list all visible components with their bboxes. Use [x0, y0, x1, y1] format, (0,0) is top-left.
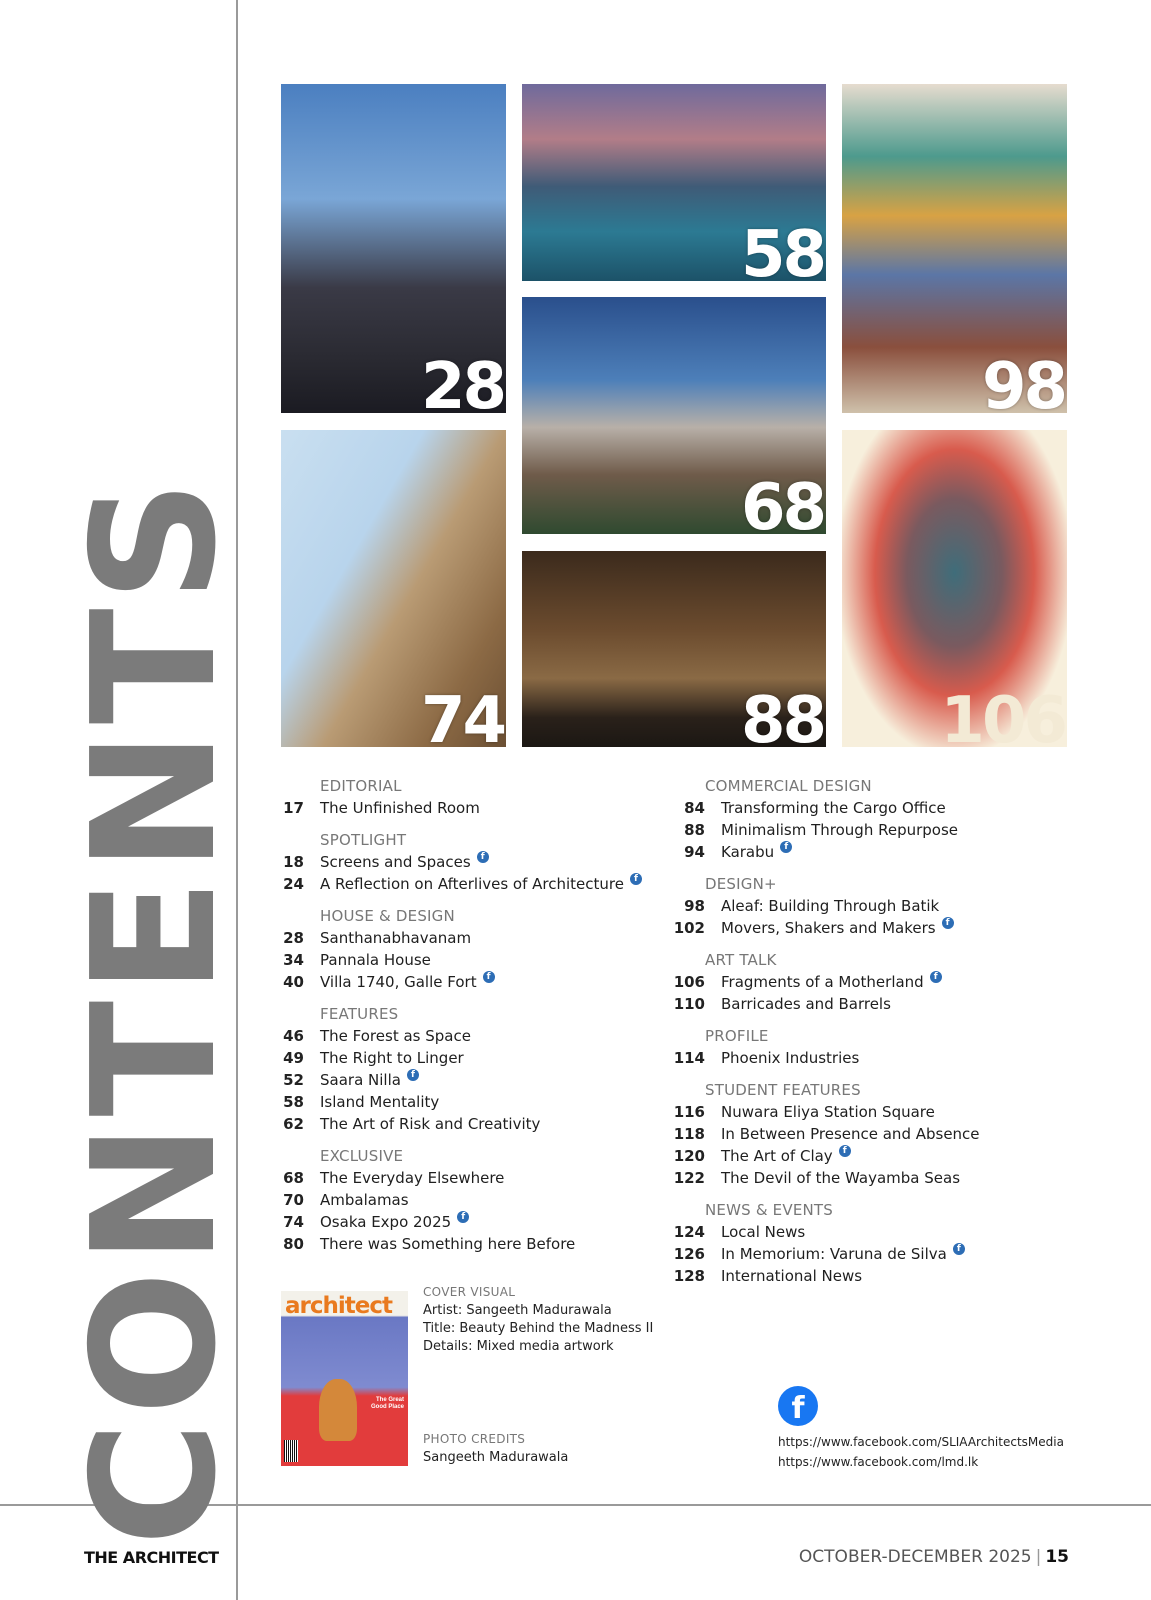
photo-cargo-office[interactable]: [522, 551, 826, 747]
section-heading: PROFILE: [705, 1027, 769, 1045]
toc-entry[interactable]: [280, 873, 660, 895]
toc-entry[interactable]: [665, 895, 1085, 917]
toc-entry[interactable]: [280, 927, 660, 949]
facebook-icon[interactable]: f: [477, 851, 489, 863]
section-heading: EDITORIAL: [320, 777, 402, 795]
toc-entry[interactable]: [665, 1145, 1085, 1167]
facebook-icon[interactable]: f: [930, 971, 942, 983]
section-heading: NEWS & EVENTS: [705, 1201, 834, 1219]
entry-title: Aleaf: Building Through Batik: [721, 897, 940, 915]
facebook-icon[interactable]: f: [483, 971, 495, 983]
toc-entry[interactable]: [665, 1123, 1085, 1145]
toc-entry[interactable]: [280, 797, 660, 819]
entry-title: There was Something here Before: [320, 1235, 576, 1253]
section-heading: COMMERCIAL DESIGN: [705, 777, 872, 795]
toc-entry[interactable]: [280, 1091, 660, 1113]
toc-entry[interactable]: [665, 797, 1085, 819]
footer-magazine-name: THE ARCHITECT: [84, 1548, 219, 1567]
toc-left-column: [280, 776, 660, 1255]
cover-title: Title: Beauty Behind the Madness II: [423, 1321, 654, 1336]
entry-page-number: 126: [673, 1245, 705, 1263]
toc-section: [665, 1200, 1085, 1287]
toc-entry[interactable]: [280, 1189, 660, 1211]
toc-section: [280, 776, 660, 819]
toc-entry[interactable]: [665, 917, 1085, 939]
section-gap: [280, 1135, 660, 1146]
cover-details: Details: Mixed media artwork: [423, 1339, 614, 1354]
cover-visual-label: COVER VISUAL: [423, 1285, 516, 1299]
section-heading: STUDENT FEATURES: [705, 1081, 861, 1099]
entry-page-number: 58: [283, 1093, 304, 1111]
entry-page-number: 110: [673, 995, 705, 1013]
photo-page-number: 28: [420, 350, 504, 413]
photo-house-design[interactable]: [281, 84, 506, 413]
section-gap: [280, 993, 660, 1004]
facebook-icon[interactable]: f: [780, 841, 792, 853]
entry-page-number: 70: [283, 1191, 304, 1209]
toc-section: [280, 906, 660, 993]
photo-everyday-elsewhere[interactable]: [522, 297, 826, 534]
cover-masthead: architect: [285, 1293, 392, 1319]
facebook-link-lmd[interactable]: https://www.facebook.com/lmd.lk: [778, 1455, 979, 1469]
toc-entry[interactable]: [665, 841, 1085, 863]
footer-date: OCTOBER-DECEMBER 2025: [798, 1547, 1032, 1567]
entry-title: Island Mentality: [320, 1093, 440, 1111]
entry-page-number: 114: [673, 1049, 705, 1067]
entry-title: Santhanabhavanam: [320, 929, 472, 947]
facebook-link-slia[interactable]: https://www.facebook.com/SLIAArchitectsMedia: [778, 1435, 1064, 1449]
entry-page-number: 80: [283, 1235, 304, 1253]
section-gap: [665, 863, 1085, 874]
photo-page-number: 58: [740, 218, 824, 281]
entry-title: In Between Presence and Absence: [721, 1125, 980, 1143]
entry-title: The Art of Clay: [721, 1147, 833, 1165]
section-gap: [665, 1015, 1085, 1026]
toc-entry[interactable]: [665, 1047, 1085, 1069]
toc-section: [665, 1026, 1085, 1069]
facebook-icon[interactable]: f: [778, 1386, 818, 1426]
photo-page-number: 68: [740, 471, 824, 534]
photo-credits-info: [423, 1432, 568, 1467]
toc-entry[interactable]: [665, 971, 1085, 993]
cover-thumbnail[interactable]: [281, 1291, 408, 1466]
toc-entry[interactable]: [280, 1113, 660, 1135]
entry-page-number: 17: [283, 799, 304, 817]
section-heading: EXCLUSIVE: [320, 1147, 404, 1165]
toc-right-column: [665, 776, 1085, 1287]
toc-section: [665, 776, 1085, 863]
photo-island-mentality[interactable]: [522, 84, 826, 281]
social-links: [778, 1432, 1064, 1472]
entry-title: Minimalism Through Repurpose: [721, 821, 959, 839]
entry-page-number: 18: [283, 853, 304, 871]
section-heading: DESIGN+: [705, 875, 777, 893]
entry-page-number: 34: [283, 951, 304, 969]
toc-entry[interactable]: [280, 1069, 660, 1091]
entry-title: Screens and Spaces: [320, 853, 471, 871]
entry-title: International News: [721, 1267, 863, 1285]
entry-title: A Reflection on Afterlives of Architecture: [320, 875, 624, 893]
footer-issue: [799, 1547, 1069, 1567]
toc-entry[interactable]: [665, 1243, 1085, 1265]
entry-title: Pannala House: [320, 951, 431, 969]
entry-page-number: 84: [684, 799, 705, 817]
entry-title: Saara Nilla: [320, 1071, 401, 1089]
toc-entry[interactable]: [280, 949, 660, 971]
vertical-contents-title: CONTENTS: [56, 473, 254, 1547]
entry-title: The Right to Linger: [320, 1049, 464, 1067]
toc-entry[interactable]: [280, 1167, 660, 1189]
cover-artist: Artist: Sangeeth Madurawala: [423, 1303, 612, 1318]
photo-osaka-expo[interactable]: [281, 430, 506, 747]
entry-page-number: 120: [673, 1147, 705, 1165]
entry-page-number: 122: [673, 1169, 705, 1187]
entry-title: The Devil of the Wayamba Seas: [721, 1169, 961, 1187]
entry-page-number: 88: [684, 821, 705, 839]
footer-separator: |: [1035, 1547, 1042, 1567]
entry-title: Villa 1740, Galle Fort: [320, 973, 477, 991]
toc-entry[interactable]: [280, 1025, 660, 1047]
facebook-icon[interactable]: f: [407, 1069, 419, 1081]
section-gap: [665, 1069, 1085, 1080]
entry-page-number: 94: [684, 843, 705, 861]
section-gap: [280, 819, 660, 830]
cover-tagline: The Great Good Place: [370, 1397, 404, 1410]
entry-page-number: 74: [283, 1213, 304, 1231]
entry-page-number: 52: [283, 1071, 304, 1089]
section-heading: ART TALK: [705, 951, 777, 969]
entry-page-number: 62: [283, 1115, 304, 1133]
facebook-icon[interactable]: f: [630, 873, 642, 885]
entry-page-number: 106: [673, 973, 705, 991]
toc-entry[interactable]: [665, 1167, 1085, 1189]
toc-section: [665, 1080, 1085, 1189]
photo-page-number: 88: [740, 684, 824, 747]
section-gap: [665, 1189, 1085, 1200]
entry-title: Osaka Expo 2025: [320, 1213, 452, 1231]
entry-title: Karabu: [721, 843, 775, 861]
toc-entry[interactable]: [280, 851, 660, 873]
photo-credits-label: PHOTO CREDITS: [423, 1432, 526, 1446]
entry-title: The Forest as Space: [320, 1027, 471, 1045]
photo-credits-name: Sangeeth Madurawala: [423, 1450, 569, 1465]
facebook-icon[interactable]: f: [839, 1145, 851, 1157]
entry-page-number: 98: [684, 897, 705, 915]
entry-title: The Unfinished Room: [320, 799, 480, 817]
toc-entry[interactable]: [280, 1047, 660, 1069]
section-gap: [665, 939, 1085, 950]
section-gap: [280, 895, 660, 906]
photo-page-number: 74: [420, 684, 504, 747]
toc-entry[interactable]: [665, 819, 1085, 841]
toc-entry[interactable]: [280, 971, 660, 993]
entry-page-number: 68: [283, 1169, 304, 1187]
entry-page-number: 118: [673, 1125, 705, 1143]
footer-page-number: 15: [1045, 1547, 1069, 1567]
cover-figure: [319, 1379, 357, 1441]
toc-entry[interactable]: [280, 1233, 660, 1255]
entry-page-number: 128: [673, 1267, 705, 1285]
entry-title: The Art of Risk and Creativity: [320, 1115, 541, 1133]
photo-page-number: 106: [940, 684, 1065, 747]
toc-entry[interactable]: [665, 1221, 1085, 1243]
entry-title: Nuwara Eliya Station Square: [721, 1103, 935, 1121]
facebook-icon[interactable]: f: [457, 1211, 469, 1223]
entry-title: Barricades and Barrels: [721, 995, 891, 1013]
section-heading: SPOTLIGHT: [320, 831, 407, 849]
photo-page-number: 98: [981, 350, 1065, 413]
entry-title: In Memorium: Varuna de Silva: [721, 1245, 947, 1263]
entry-title: Phoenix Industries: [721, 1049, 860, 1067]
entry-title: The Everyday Elsewhere: [320, 1169, 505, 1187]
section-heading: HOUSE & DESIGN: [320, 907, 455, 925]
toc-section: [665, 874, 1085, 939]
cover-visual-info: [423, 1285, 653, 1356]
entry-title: Ambalamas: [320, 1191, 409, 1209]
toc-section: [665, 950, 1085, 1015]
entry-page-number: 102: [673, 919, 705, 937]
entry-page-number: 116: [673, 1103, 705, 1121]
barcode-icon: [284, 1440, 298, 1462]
entry-title: Local News: [721, 1223, 806, 1241]
photo-aleaf-batik[interactable]: [842, 84, 1067, 413]
toc-entry[interactable]: [665, 1101, 1085, 1123]
entry-page-number: 28: [283, 929, 304, 947]
entry-title: Fragments of a Motherland: [721, 973, 924, 991]
toc-section: [280, 1146, 660, 1255]
toc-section: [280, 830, 660, 895]
facebook-icon[interactable]: f: [942, 917, 954, 929]
entry-page-number: 24: [283, 875, 304, 893]
entry-page-number: 40: [283, 973, 304, 991]
photo-fragments-motherland[interactable]: [842, 430, 1067, 747]
facebook-icon[interactable]: f: [953, 1243, 965, 1255]
section-heading: FEATURES: [320, 1005, 399, 1023]
toc-section: [280, 1004, 660, 1135]
entry-page-number: 49: [283, 1049, 304, 1067]
entry-page-number: 46: [283, 1027, 304, 1045]
entry-page-number: 124: [673, 1223, 705, 1241]
entry-title: Movers, Shakers and Makers: [721, 919, 936, 937]
entry-title: Transforming the Cargo Office: [721, 799, 946, 817]
toc-entry[interactable]: [280, 1211, 660, 1233]
toc-entry[interactable]: [665, 1265, 1085, 1287]
toc-entry[interactable]: [665, 993, 1085, 1015]
